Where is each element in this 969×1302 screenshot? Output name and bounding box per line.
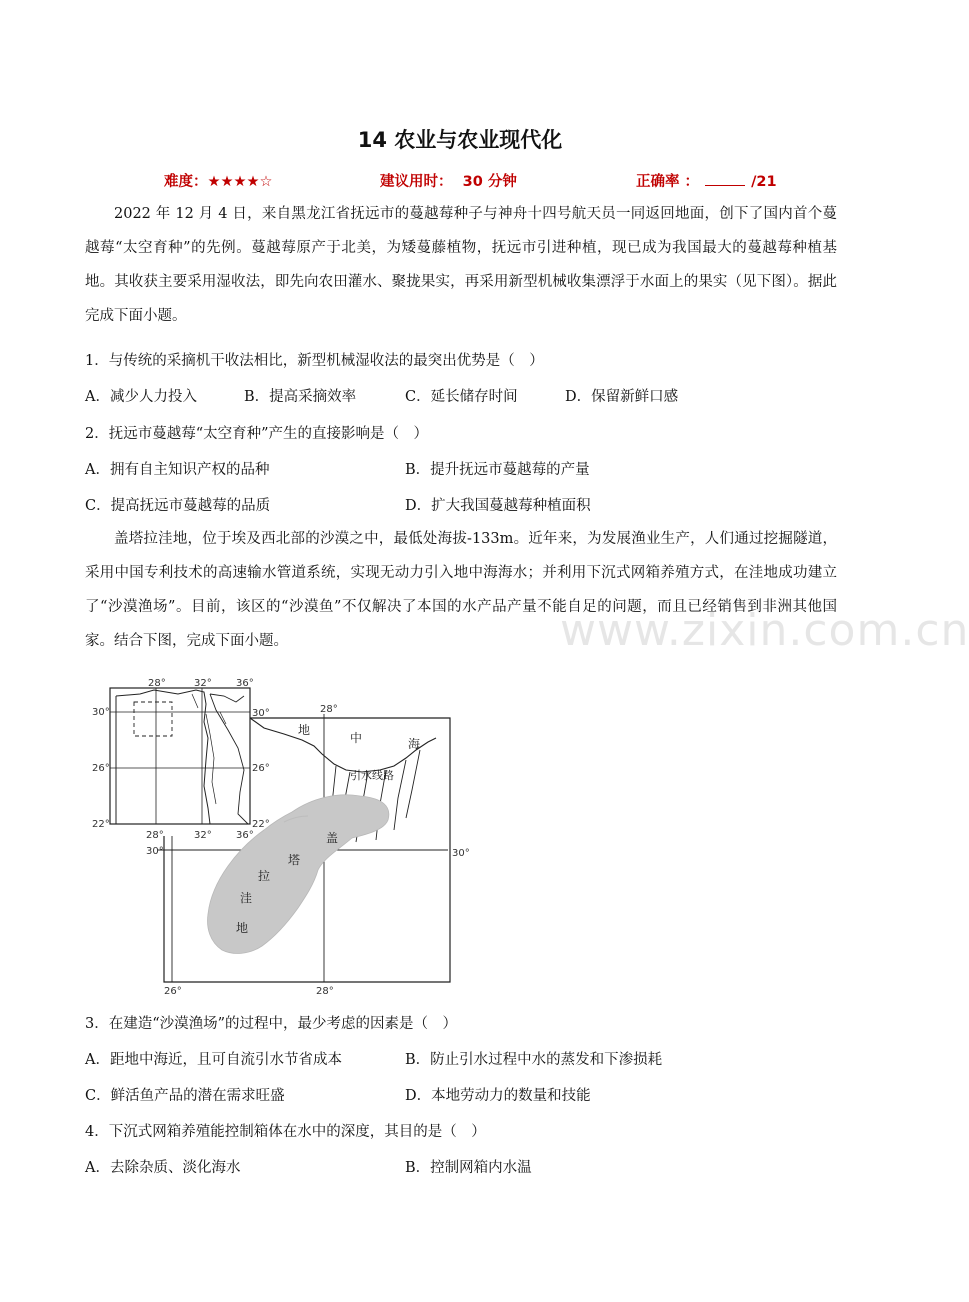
depression-char-1: 盖 [326,831,339,845]
accuracy-rate [636,170,777,191]
question-2-option-c: C．提高抚远市蔓越莓的品质 [85,498,271,514]
difficulty-rating: 难度：★★★★☆ [164,174,273,190]
suggested-time-value: 30 分钟 [462,174,517,190]
route-label: 引水线路 [350,769,394,782]
question-1-stem: 1．与传统的采摘机干收法相比，新型机械湿收法的最突出优势是（ ） [85,353,544,369]
intro-qattara: 盖塔拉洼地，位于埃及西北部的沙漠之中，最低处海拔-133m。近年来，为发展渔业生产，人们通过挖掘隧道，采用中国专利技术的高速输水管道系统，实现无动力引入地中海海水；并利用下沉式网箱养殖方式，在洼地成功建立了“沙漠渔场”。目前，该区的“沙漠鱼”不仅解决了本国的水产品产量不能自足的问题，而且已经销售到非洲其他国家。结合下图，完成下面小题。 [85,531,837,649]
inset-lon-bottom-28: 28° [146,830,164,841]
question-4-stem: 4．下沉式网箱养殖能控制箱体在水中的深度，其目的是（ ） [85,1124,486,1140]
main-lat-top-30: 30° [252,708,270,719]
inset-lon-top-28: 28° [148,678,166,689]
inset-lat-right-26: 26° [252,763,270,774]
question-3-option-c: C．鲜活鱼产品的潜在需求旺盛 [85,1088,285,1104]
question-1-option-b: B．提高采摘效率 [244,389,357,405]
inset-lon-bottom-36: 36° [236,830,254,841]
page-title: 14 农业与农业现代化 [357,128,563,152]
intro-cranberry: 2022 年 12 月 4 日，来自黑龙江省抚远市的蔓越莓种子与神舟十四号航天员一同返回地面，创下了国内首个蔓越莓“太空育种”的先例。蔓越莓原产于北美，为矮蔓藤植物，抚远市引进种植，现已成为我国最大的蔓越莓种植基地。其收获主要采用湿收法，即先向农田灌水、聚拢果实，再采用新型机械收集漂浮于水面上的果实（见下图）。据此完成下面小题。 [85,206,837,324]
suggested-time-label: 建议用时： [380,174,453,190]
main-lat-right-30: 30° [452,848,470,859]
inset-lat-right-22: 22° [252,819,270,830]
main-lon-top-28: 28° [320,704,338,715]
question-4-option-a: A．去除杂质、淡化海水 [85,1160,241,1176]
sea-char-2: 中 [350,731,363,745]
inset-lon-top-32: 32° [194,678,212,689]
question-2-stem: 2．抚远市蔓越莓“太空育种”产生的直接影响是（ ） [85,426,429,442]
main-lat-left-30: 30° [146,846,164,857]
question-1-option-d: D．保留新鲜口感 [565,389,679,405]
question-3-option-a: A．距地中海近，且可自流引水节省成本 [85,1052,342,1068]
question-3-option-d: D．本地劳动力的数量和技能 [405,1088,591,1104]
question-2-option-b: B．提升抚远市蔓越莓的产量 [405,462,590,478]
accuracy-blank [705,171,745,186]
inset-lon-bottom-32: 32° [194,830,212,841]
inset-lat-left-30: 30° [92,707,110,718]
main-lon-bottom-28: 28° [316,986,334,997]
depression-char-5: 地 [236,921,249,935]
watermark: www.zixin.com.cn [560,605,969,656]
depression-char-3: 拉 [258,869,271,883]
inset-map [92,678,270,841]
main-lon-bottom-26: 26° [164,986,182,997]
accuracy-total: /21 [751,174,777,190]
qattara-map [88,674,488,996]
sea-char-1: 地 [298,723,311,737]
question-3-option-b: B．防止引水过程中水的蒸发和下渗损耗 [405,1052,663,1068]
accuracy-label: 正确率 ： [636,174,700,190]
question-4-option-b: B．控制网箱内水温 [405,1160,532,1176]
question-2-option-d: D．扩大我国蔓越莓种植面积 [405,498,591,514]
inset-lat-left-22: 22° [92,819,110,830]
suggested-time [380,170,517,191]
question-1-option-a: A．减少人力投入 [85,389,197,405]
question-1-option-c: C．延长储存时间 [405,389,518,405]
inset-lon-top-36: 36° [236,678,254,689]
sea-char-3: 海 [408,737,421,751]
depression-char-2: 塔 [288,853,301,867]
depression-char-4: 洼 [240,891,253,905]
question-2-option-a: A．拥有自主知识产权的品种 [85,462,270,478]
question-3-stem: 3．在建造“沙漠渔场”的过程中，最少考虑的因素是（ ） [85,1016,458,1032]
inset-lat-left-26: 26° [92,763,110,774]
